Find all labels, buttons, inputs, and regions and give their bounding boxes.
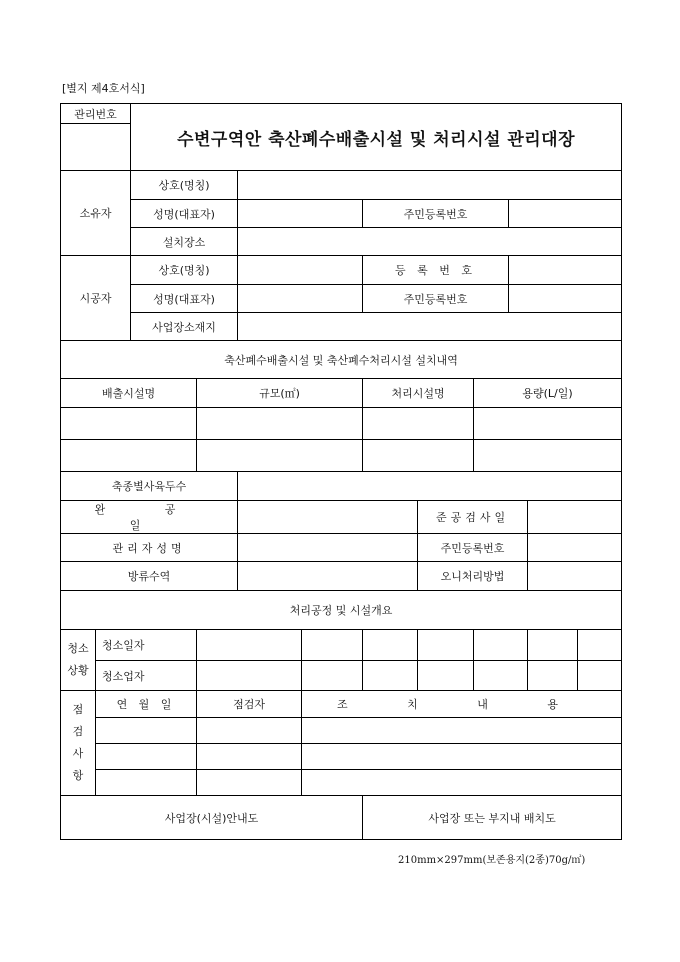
- owner-rep-field[interactable]: [238, 200, 363, 228]
- builder-rrn-field[interactable]: [509, 285, 622, 313]
- install-section-title: 축산폐수배출시설 및 축산폐수처리시설 설치내역: [61, 341, 622, 379]
- inspection-cell[interactable]: [197, 770, 302, 796]
- cleaning-cell[interactable]: [197, 630, 302, 661]
- inspection-cell[interactable]: [302, 718, 622, 744]
- livestock-label: 축종별사육두수: [61, 472, 238, 501]
- cleaning-cell[interactable]: [197, 661, 302, 691]
- registry-table: [60, 103, 622, 840]
- completion-label: 완 공 일: [61, 501, 238, 534]
- action-header: 조 치 내 용: [302, 691, 622, 718]
- install-cell[interactable]: [61, 408, 197, 440]
- management-no-label: 관리번호: [61, 104, 131, 124]
- owner-name-field[interactable]: [238, 171, 622, 200]
- install-cell[interactable]: [363, 408, 474, 440]
- owner-rrn-label: 주민등록번호: [363, 200, 509, 228]
- cleaning-cell[interactable]: [363, 661, 418, 691]
- cleaning-cell[interactable]: [528, 630, 578, 661]
- owner-rrn-field[interactable]: [509, 200, 622, 228]
- livestock-field[interactable]: [238, 472, 622, 501]
- site-layout-label: 사업장 또는 부지내 배치도: [363, 796, 622, 840]
- owner-name-label: 상호(명칭): [131, 171, 238, 200]
- install-cell[interactable]: [197, 408, 363, 440]
- cleaning-cell[interactable]: [302, 661, 363, 691]
- builder-rrn-label: 주민등록번호: [363, 285, 509, 313]
- inspection-cell[interactable]: [302, 744, 622, 770]
- install-cell[interactable]: [363, 440, 474, 472]
- install-cell[interactable]: [197, 440, 363, 472]
- cleaning-cell[interactable]: [302, 630, 363, 661]
- cleaning-date-label: 청소일자: [96, 630, 197, 661]
- cleaning-cell[interactable]: [578, 630, 622, 661]
- install-header-scale: 규모(㎡): [197, 379, 363, 408]
- management-no-value[interactable]: [61, 124, 131, 171]
- page-title: 수변구역안 축산폐수배출시설 및 처리시설 관리대장: [131, 104, 622, 171]
- cleaning-cell[interactable]: [528, 661, 578, 691]
- install-header-discharge: 배출시설명: [61, 379, 197, 408]
- inspection-cell[interactable]: [96, 718, 197, 744]
- manager-name-field[interactable]: [238, 534, 418, 562]
- inspection-group-label: 점 검 사 항: [61, 691, 96, 796]
- install-cell[interactable]: [474, 408, 622, 440]
- cleaning-group-label: 청소 상황: [61, 630, 96, 691]
- inspection-cell[interactable]: [96, 744, 197, 770]
- cleaning-cell[interactable]: [363, 630, 418, 661]
- install-header-treatment: 처리시설명: [363, 379, 474, 408]
- cleaning-cell[interactable]: [418, 630, 474, 661]
- registry-form: [60, 103, 621, 843]
- inspection-cell[interactable]: [96, 770, 197, 796]
- inspection-date-header: 연 월 일: [96, 691, 197, 718]
- process-title: 처리공정 및 시설개요: [61, 591, 622, 630]
- inspection-date-label: 준공검사일: [418, 501, 528, 534]
- manager-rrn-label: 주민등록번호: [418, 534, 528, 562]
- cleaning-cell[interactable]: [474, 661, 528, 691]
- owner-group-label: 소유자: [61, 171, 131, 256]
- builder-reg-no-label: 등 록 번 호: [363, 256, 509, 285]
- builder-rep-label: 성명(대표자): [131, 285, 238, 313]
- inspection-cell[interactable]: [197, 744, 302, 770]
- builder-name-label: 상호(명칭): [131, 256, 238, 285]
- sludge-label: 오니처리방법: [418, 562, 528, 591]
- inspection-cell[interactable]: [197, 718, 302, 744]
- cleaning-company-label: 청소업자: [96, 661, 197, 691]
- owner-rep-label: 성명(대표자): [131, 200, 238, 228]
- builder-group-label: 시공자: [61, 256, 131, 341]
- sludge-field[interactable]: [528, 562, 622, 591]
- cleaning-cell[interactable]: [578, 661, 622, 691]
- inspector-header: 점검자: [197, 691, 302, 718]
- form-number: [별지 제4호서식]: [62, 82, 145, 95]
- install-cell[interactable]: [61, 440, 197, 472]
- completion-field[interactable]: [238, 501, 418, 534]
- owner-location-label: 설치장소: [131, 228, 238, 256]
- paper-spec: 210mm×297mm(보존용지(2종)70g/㎡): [398, 855, 586, 866]
- install-cell[interactable]: [474, 440, 622, 472]
- owner-location-field[interactable]: [238, 228, 622, 256]
- cleaning-cell[interactable]: [474, 630, 528, 661]
- builder-reg-no-field[interactable]: [509, 256, 622, 285]
- manager-rrn-field[interactable]: [528, 534, 622, 562]
- inspection-cell[interactable]: [302, 770, 622, 796]
- builder-address-label: 사업장소재지: [131, 313, 238, 341]
- discharge-field[interactable]: [238, 562, 418, 591]
- builder-name-field[interactable]: [238, 256, 363, 285]
- discharge-label: 방류수역: [61, 562, 238, 591]
- manager-name-label: 관리자성명: [61, 534, 238, 562]
- cleaning-cell[interactable]: [418, 661, 474, 691]
- site-map-label: 사업장(시설)안내도: [61, 796, 363, 840]
- builder-rep-field[interactable]: [238, 285, 363, 313]
- install-header-capacity: 용량(L/일): [474, 379, 622, 408]
- builder-address-field[interactable]: [238, 313, 622, 341]
- inspection-date-field[interactable]: [528, 501, 622, 534]
